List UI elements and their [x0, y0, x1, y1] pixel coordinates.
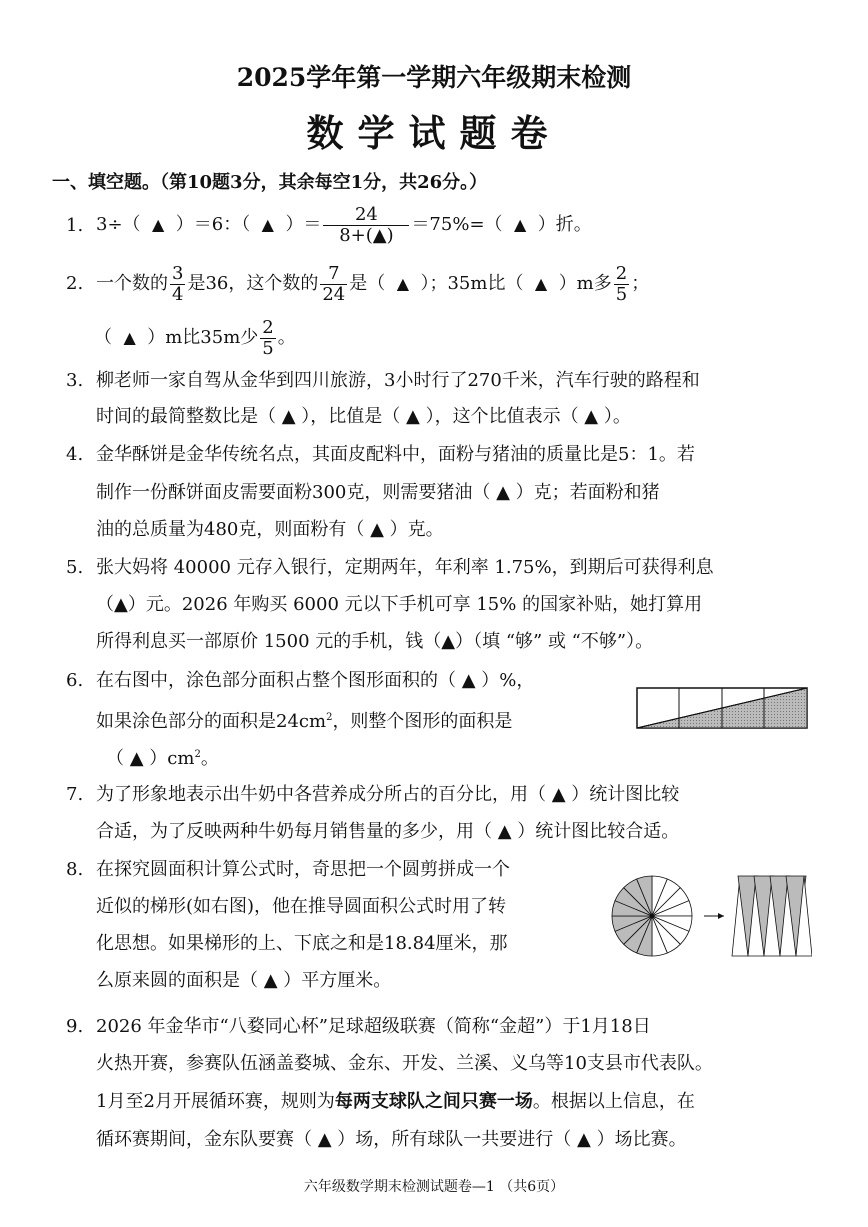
- circle-to-trapezoid-figure: [606, 870, 812, 962]
- page-subtitle: 数学试题卷: [306, 111, 562, 155]
- question-9-line-4: 循环赛期间，金东队要赛（ ▲ ）场，所有球队一共要进行（ ▲ ）场比赛。: [96, 1129, 687, 1150]
- question-3-line-2: 时间的最简整数比是（ ▲ ），比值是（ ▲ ），这个比值表示（ ▲ ）。: [96, 406, 631, 427]
- page-footer: 六年级数学期末检测试题卷—1 （共6页）: [303, 1179, 565, 1195]
- question-8-line-2: 近似的梯形(如右图)，他在推导圆面积公式时用了转: [96, 896, 507, 917]
- question-8-number: 8.: [66, 859, 84, 880]
- question-7-line-1: 为了形象地表示出牛奶中各营养成分所占的百分比，用（ ▲ ）统计图比较: [96, 784, 680, 805]
- question-9-line-1: 2026 年金华市“八婺同心杯”足球超级联赛（简称“金超”）于1月18日: [96, 1016, 651, 1037]
- question-9-line-2: 火热开赛，参赛队伍涵盖婺城、金东、开发、兰溪、义乌等10支县市代表队。: [96, 1053, 713, 1074]
- question-7-number: 7.: [66, 784, 84, 805]
- question-8-line-3: 化思想。如果梯形的上、下底之和是18.84厘米，那: [96, 933, 508, 954]
- question-2-number: 2.: [66, 273, 84, 294]
- question-8-line-1: 在探究圆面积计算公式时，奇思把一个圆剪拼成一个: [96, 859, 510, 880]
- question-4-line-2: 制作一份酥饼面皮需要面粉300克，则需要猪油（ ▲ ）克；若面粉和猪: [96, 482, 660, 503]
- page-title: 2025学年第一学期六年级期末检测: [236, 63, 632, 92]
- question-7-line-2: 合适，为了反映两种牛奶每月销售量的多少，用（ ▲ ）统计图比较合适。: [96, 821, 680, 842]
- question-9-line-3: 1月至2月开展循环赛，规则为每两支球队之间只赛一场。根据以上信息，在: [96, 1091, 695, 1112]
- question-2-line-2: （ ▲ ）m比35m少 $\frac{2}{5}$ 。: [94, 316, 296, 359]
- shaded-rectangle-figure: [636, 687, 808, 729]
- trapezoid-strips: [732, 876, 812, 956]
- question-5-line-2: （▲）元。2026 年购买 6000 元以下手机可享 15% 的国家补贴，她打算用: [96, 594, 703, 615]
- question-1: 3÷（ ▲ ）＝6：（ ▲ ）＝ $\frac{24}{8+(▲)}$ ＝75%=（ ▲ ）折。: [96, 203, 592, 246]
- question-6-number: 6.: [66, 670, 84, 691]
- question-5-line-3: 所得利息买一部原价 1500 元的手机，钱（▲）（填 “够” 或 “不够”）。: [96, 631, 654, 652]
- question-4-line-1: 金华酥饼是金华传统名点，其面皮配料中，面粉与猪油的质量比是5：1。若: [96, 444, 695, 465]
- question-2-line-1: 一个数的 $\frac{3}{4}$ 是36，这个数的 $\frac{7}{24}$ 是（ ▲ ）；35m比（ ▲ ）m多 $\frac{2}{5}$ ；: [96, 262, 650, 305]
- question-4-line-3: 油的总质量为480克，则面粉有（ ▲ ）克。: [96, 519, 444, 540]
- sector-circle: [612, 876, 692, 956]
- question-6-line-1: 在右图中，涂色部分面积占整个图形面积的（ ▲ ）%，: [96, 670, 535, 691]
- question-6-line-2: 如果涂色部分的面积是$24cm^2$，则整个图形的面积是: [96, 711, 513, 732]
- question-6-line-3: （ ▲ ）$cm^2$。: [106, 748, 219, 769]
- section-heading: 一、填空题。（第10题3分，其余每空1分，共26分。）: [52, 172, 488, 193]
- question-5-line-1: 张大妈将 40000 元存入银行，定期两年，年利率 1.75%，到期后可获得利息: [96, 557, 714, 578]
- question-8-line-4: 么原来圆的面积是（ ▲ ）平方厘米。: [96, 970, 392, 991]
- question-1-number: 1.: [66, 215, 84, 236]
- question-4-number: 4.: [66, 444, 84, 465]
- question-9-number: 9.: [66, 1016, 84, 1037]
- question-3-line-1: 柳老师一家自驾从金华到四川旅游，3小时行了270千米，汽车行驶的路程和: [96, 370, 700, 391]
- question-3-number: 3.: [66, 370, 84, 391]
- question-5-number: 5.: [66, 557, 84, 578]
